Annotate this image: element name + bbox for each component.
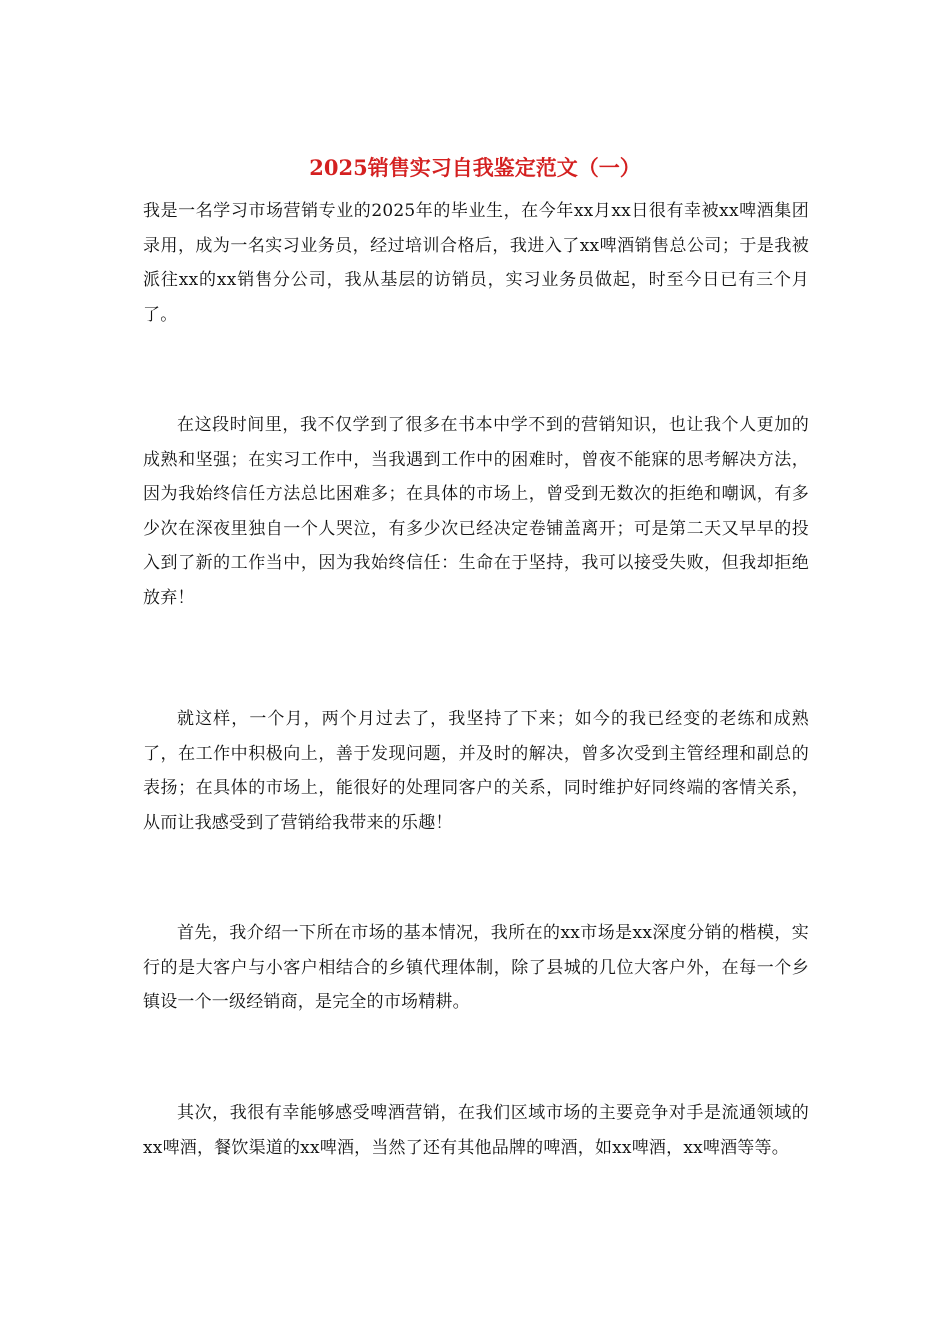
paragraph-persistence: 就这样，一个月，两个月过去了，我坚持了下来；如今的我已经变的老练和成熟了，在工作中积极向上，善于发现问题，并及时的解决，曾多次受到主管经理和副总的表扬；在具体的市场上，能很好的处理同客户的关系，同时维护好同终端的客情关系，从而让我感受到了营销给我带来的乐趣！: [143, 709, 809, 833]
paragraph-growth: 在这段时间里，我不仅学到了很多在书本中学不到的营销知识，也让我个人更加的成熟和坚强；在实习工作中，当我遇到工作中的困难时，曾夜不能寐的思考解决方法，因为我始终信任方法总比困难多；在具体的市场上，曾受到无数次的拒绝和嘲讽，有多少次在深夜里独自一个人哭泣，有多少次已经决定卷铺盖离开；可是第二天又早早的投入到了新的工作当中，因为我始终信任：生命在于坚持，我可以接受失败，但我却拒绝放弃！: [143, 415, 809, 608]
paragraph-intro: 我是一名学习市场营销专业的2025年的毕业生，在今年xx月xx日很有幸被xx啤酒集团录用，成为一名实习业务员，经过培训合格后，我进入了xx啤酒销售总公司；于是我被派往xx的xx销售分公司，我从基层的访销员，实习业务员做起，时至今日已有三个月了。: [143, 201, 809, 325]
paragraph-market-overview: 首先，我介绍一下所在市场的基本情况，我所在的xx市场是xx深度分销的楷模，实行的是大客户与小客户相结合的乡镇代理体制，除了县城的几位大客户外，在每一个乡镇设一个一级经销商，是完全的市场精耕。: [143, 923, 809, 1012]
paragraph-competitors: 其次，我很有幸能够感受啤酒营销，在我们区域市场的主要竞争对手是流通领域的xx啤酒，餐饮渠道的xx啤酒，当然了还有其他品牌的啤酒，如xx啤酒，xx啤酒等等。: [143, 1103, 809, 1158]
document-title: 2025销售实习自我鉴定范文（一）: [309, 155, 641, 180]
